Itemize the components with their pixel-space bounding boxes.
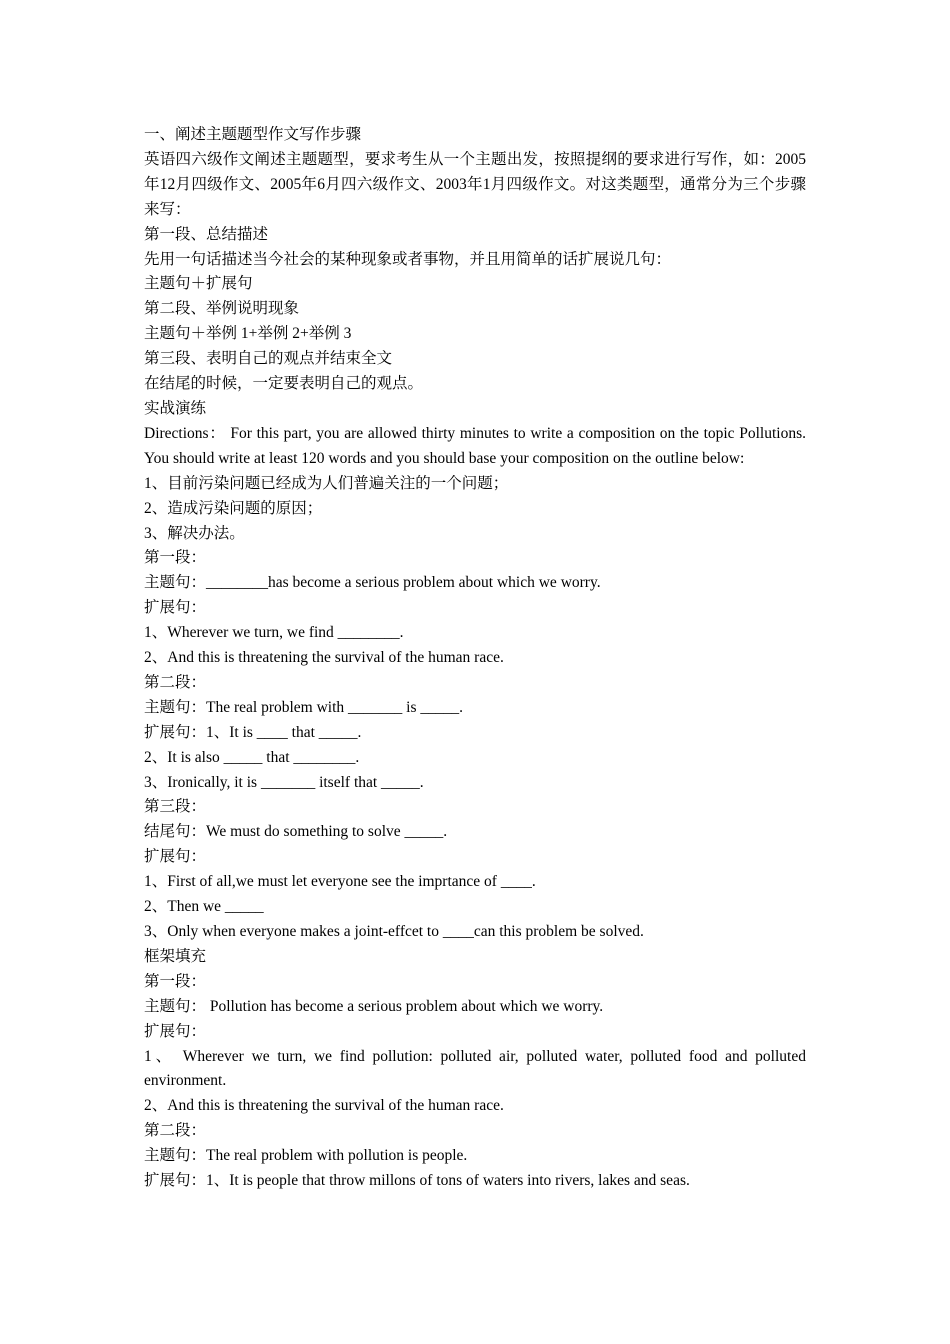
template-extension-item: 扩展句：1、It is ____ that _____.	[144, 723, 362, 741]
paragraph-3-heading: 第三段、表明自己的观点并结束全文	[144, 350, 393, 368]
outline-item: 3、解决办法。	[144, 524, 245, 542]
document-body	[144, 123, 806, 1194]
paragraph-2-heading: 第二段、举例说明现象	[144, 300, 300, 318]
filled-framework-heading: 框架填充	[144, 947, 207, 965]
outline-item: 2、造成污染问题的原因；	[144, 499, 323, 517]
template-extension-item: 1、First of all,we must let everyone see the imprtance of ____.	[144, 873, 536, 891]
filled-topic-sentence: 主题句：The real problem with pollution is people.	[144, 1147, 468, 1165]
paragraph-2-structure: 主题句＋举例 1+举例 2+举例 3	[144, 325, 352, 343]
template-extension-item: 3、Only when everyone makes a joint-effcet to ____can this problem be solved.	[144, 923, 644, 940]
template-paragraph-1-label: 第一段：	[144, 549, 207, 567]
practice-heading: 实战演练	[144, 399, 207, 417]
outline-item: 1、目前污染问题已经成为人们普遍关注的一个问题；	[144, 474, 509, 492]
template-topic-sentence: 主题句：The real problem with _______ is _____.	[144, 698, 463, 716]
filled-extension-item: 1、 Wherever we turn, we find pollution: polluted air, polluted water, polluted food and polluted environment.	[144, 1047, 806, 1090]
filled-paragraph-1-label: 第一段：	[144, 972, 207, 990]
filled-topic-sentence: 主题句： Pollution has become a serious problem about which we worry.	[144, 997, 604, 1015]
template-extension-item: 2、Then we _____	[144, 898, 264, 916]
paragraph-1-heading: 第一段、总结描述	[144, 225, 269, 243]
template-extension-label: 扩展句：	[144, 848, 207, 866]
section-heading: 一、阐述主题题型作文写作步骤	[144, 126, 362, 143]
paragraph-3-description: 在结尾的时候，一定要表明自己的观点。	[144, 375, 424, 393]
template-paragraph-2-label: 第二段：	[144, 673, 207, 691]
paragraph-1-structure: 主题句＋扩展句	[144, 275, 253, 293]
template-extension-item: 1、Wherever we turn, we find ________.	[144, 624, 404, 642]
template-paragraph-3-label: 第三段：	[144, 798, 207, 816]
intro-paragraph: 英语四六级作文阐述主题题型，要求考生从一个主题出发，按照提纲的要求进行写作，如：2005年12月四级作文、2005年6月四六级作文、2003年1月四级作文。对这类题型，通常分为三个步骤来写：	[144, 150, 806, 218]
paragraph-1-description: 先用一句话描述当今社会的某种现象或者事物，并且用简单的话扩展说几句：	[144, 250, 672, 268]
directions-paragraph: Directions： For this part, you are allowed thirty minutes to write a composition on the topic Pollutions. You should write at least 120 words and you should base your composition on the outline below:	[144, 424, 806, 467]
template-extension-item: 2、It is also _____ that ________.	[144, 748, 360, 766]
filled-extension-item: 扩展句：1、It is people that throw millons of tons of waters into rivers, lakes and seas.	[144, 1172, 690, 1190]
template-extension-label: 扩展句：	[144, 599, 207, 617]
filled-paragraph-2-label: 第二段：	[144, 1122, 207, 1140]
template-extension-item: 2、And this is threatening the survival of the human race.	[144, 649, 504, 667]
filled-extension-label: 扩展句：	[144, 1022, 207, 1040]
template-extension-item: 3、Ironically, it is _______ itself that _____.	[144, 773, 424, 791]
template-closing-sentence: 结尾句：We must do something to solve _____.	[144, 823, 448, 841]
filled-extension-item: 2、And this is threatening the survival of the human race.	[144, 1097, 504, 1115]
template-topic-sentence: 主题句：________has become a serious problem about which we worry.	[144, 574, 601, 592]
